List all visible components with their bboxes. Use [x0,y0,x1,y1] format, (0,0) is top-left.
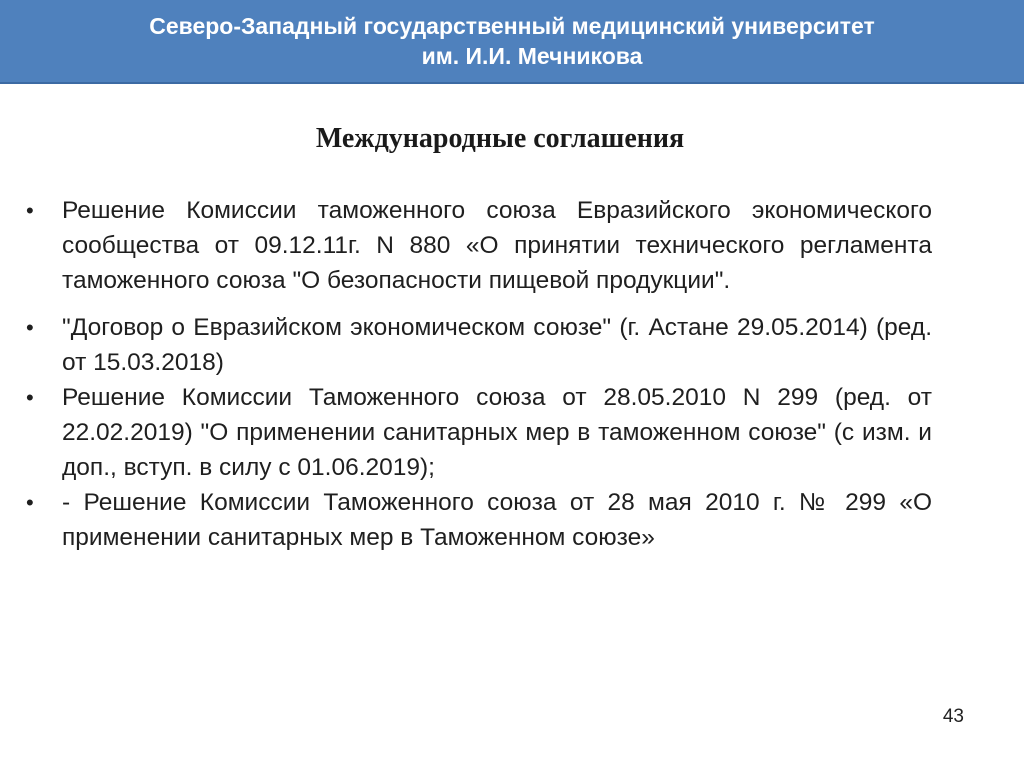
list-item-text: "Договор о Евразийском экономическом союзе" (г. Астане 29.05.2014) (ред. от 15.03.2018) [62,314,932,376]
bullet-icon: • [26,198,34,223]
university-subtitle: им. И.И. Мечникова [421,43,643,69]
agreements-list [22,193,932,555]
bullet-icon: • [26,315,34,340]
header-banner [0,0,1024,84]
list-item [22,485,932,555]
list-item-text: - Решение Комиссии Таможенного союза от 28 мая 2010 г. № 299 «О применении санитарных мер в Таможенном союзе» [62,489,932,551]
slide-title: Международные соглашения [315,123,685,154]
list-item-text: Решение Комиссии таможенного союза Евразийского экономического сообщества от 09.12.11г. N 880 «О принятии технического регламента таможенного союза "О безопасности пищевой продукции". [62,197,932,294]
list-item-text: Решение Комиссии Таможенного союза от 28.05.2010 N 299 (ред. от 22.02.2019) "О применении санитарных мер в таможенном союзе" (с изм. и доп., вступ. в силу с 01.06.2019); [62,384,932,481]
bullet-icon: • [26,490,34,515]
list-item [22,380,932,485]
university-name: Северо-Западный государственный медицинский университет [149,13,875,39]
list-item [22,193,932,298]
page-number: 43 [942,706,964,727]
bullet-icon: • [26,385,34,410]
list-item [22,310,932,380]
